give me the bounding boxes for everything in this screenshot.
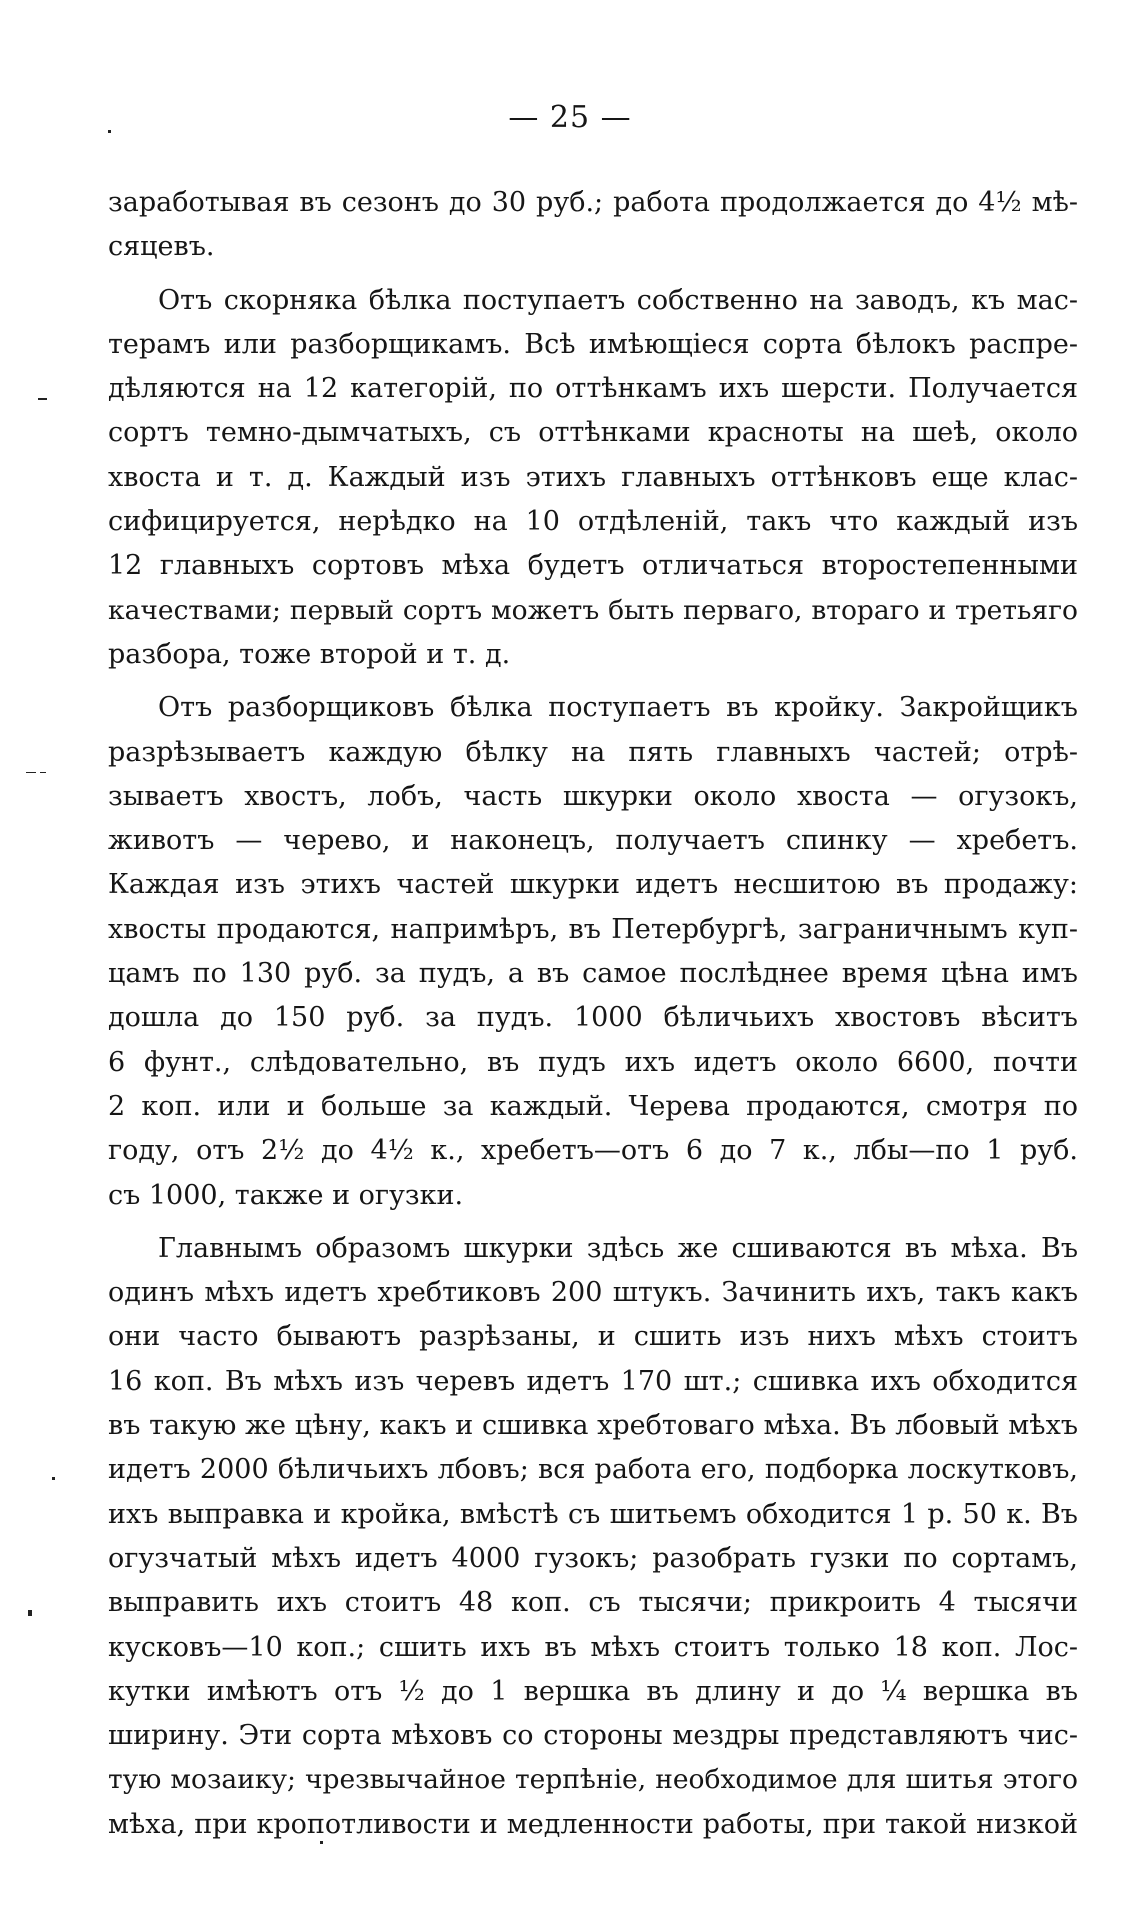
text-line: Каждая изъ этихъ частей шкурки идетъ несшитою въ продажу:	[108, 869, 1078, 901]
margin-speck	[40, 772, 46, 773]
text-line: животъ — черево, и наконецъ, получаетъ спинку — хребетъ.	[108, 825, 1078, 857]
text-line: тую мозаику; чрезвычайное терпѣніе, необходимое для шитья этого	[108, 1764, 1078, 1796]
text-line: зываетъ хвостъ, лобъ, часть шкурки около хвоста — огузокъ,	[108, 780, 1078, 812]
text-line: съ 1000, также и огузки.	[108, 1179, 464, 1211]
text-line: цамъ по 130 руб. за пудъ, а въ самое послѣднее время цѣна имъ	[108, 958, 1078, 990]
text-line: 6 фунт., слѣдовательно, въ пудъ ихъ идетъ около 6600, почти	[108, 1046, 1078, 1078]
text-line: Главнымъ образомъ шкурки здѣсь же сшиваются въ мѣха. Въ	[158, 1232, 1078, 1264]
text-line: 12 главныхъ сортовъ мѣха будетъ отличаться второстепенными	[108, 550, 1078, 582]
text-line: 2 коп. или и больше за каждый. Черева продаются, смотря по	[108, 1090, 1078, 1122]
text-line: году, отъ 2½ до 4½ к., хребетъ—отъ 6 до 7 к., лбы—по 1 руб.	[108, 1135, 1078, 1167]
text-line: кутки имѣютъ отъ ½ до 1 вершка въ длину и до ¼ вершка въ	[108, 1675, 1078, 1707]
text-line: выправить ихъ стоитъ 48 коп. съ тысячи; прикроить 4 тысячи	[108, 1587, 1078, 1619]
text-line: терамъ или разборщикамъ. Всѣ имѣющіеся сорта бѣлокъ распре-	[108, 328, 1078, 360]
text-line: заработывая въ сезонъ до 30 руб.; работа продолжается до 4½ мѣ-	[108, 187, 1078, 218]
text-line: сортъ темно-дымчатыхъ, съ оттѣнками красноты на шеѣ, около	[108, 417, 1078, 449]
page-number: — 25 —	[508, 100, 632, 135]
text-line: дѣляются на 12 категорій, по оттѣнкамъ ихъ шерсти. Получается	[108, 373, 1078, 405]
text-line: 16 коп. Въ мѣхъ изъ черевъ идетъ 170 шт.; сшивка ихъ обходится	[108, 1365, 1078, 1397]
text-line: хвоста и т. д. Каждый изъ этихъ главныхъ оттѣнковъ еще клас-	[108, 461, 1078, 493]
text-line: одинъ мѣхъ идетъ хребтиковъ 200 штукъ. Зачинить ихъ, такъ какъ	[108, 1277, 1078, 1309]
text-line: дошла до 150 руб. за пудъ. 1000 бѣличьихъ хвостовъ вѣситъ	[108, 1002, 1078, 1034]
paragraph-3	[108, 686, 1078, 1218]
text-line: сяцевъ.	[108, 231, 215, 263]
paragraph-1	[108, 181, 1078, 270]
text-line: огузчатый мѣхъ идетъ 4000 гузокъ; разобрать гузки по сортамъ,	[108, 1542, 1078, 1574]
text-body	[108, 181, 1078, 1847]
text-line: въ такую же цѣну, какъ и сшивка хребтоваго мѣха. Въ лбовый мѣхъ	[108, 1410, 1078, 1442]
text-line: разрѣзываетъ каждую бѣлку на пять главныхъ частей; отрѣ-	[108, 736, 1078, 768]
text-line: разбора, тоже второй и т. д.	[108, 638, 511, 670]
text-line: Отъ скорняка бѣлка поступаетъ собственно на заводъ, къ мас-	[158, 284, 1078, 316]
text-line: ихъ выправка и кройка, вмѣстѣ съ шитьемъ обходится 1 р. 50 к. Въ	[108, 1498, 1078, 1530]
margin-speck	[28, 1610, 32, 1616]
margin-speck	[108, 130, 111, 133]
margin-speck	[38, 398, 47, 400]
paragraph-4	[108, 1227, 1078, 1847]
text-line: сифицируется, нерѣдко на 10 отдѣленій, такъ что каждый изъ	[108, 506, 1078, 538]
text-line: кусковъ—10 коп.; сшить ихъ въ мѣхъ стоитъ только 18 коп. Лос-	[108, 1631, 1078, 1663]
text-line: ширину. Эти сорта мѣховъ со стороны мездры представляютъ чис-	[108, 1720, 1078, 1752]
text-line: мѣха, при кропотливости и медленности работы, при такой низкой	[108, 1808, 1078, 1840]
margin-speck	[26, 772, 36, 773]
margin-speck	[52, 1477, 55, 1480]
text-line: они часто бываютъ разрѣзаны, и сшить изъ нихъ мѣхъ стоитъ	[108, 1321, 1078, 1353]
paragraph-2	[108, 279, 1078, 678]
text-line: хвосты продаются, напримѣръ, въ Петербургѣ, заграничнымъ куп-	[108, 913, 1078, 945]
text-line: идетъ 2000 бѣличьихъ лбовъ; вся работа его, подборка лоскутковъ,	[108, 1454, 1078, 1486]
text-line: Отъ разборщиковъ бѣлка поступаетъ въ кройку. Закройщикъ	[158, 692, 1078, 724]
text-line: качествами; первый сортъ можетъ быть перваго, втораго и третьяго	[108, 594, 1078, 626]
